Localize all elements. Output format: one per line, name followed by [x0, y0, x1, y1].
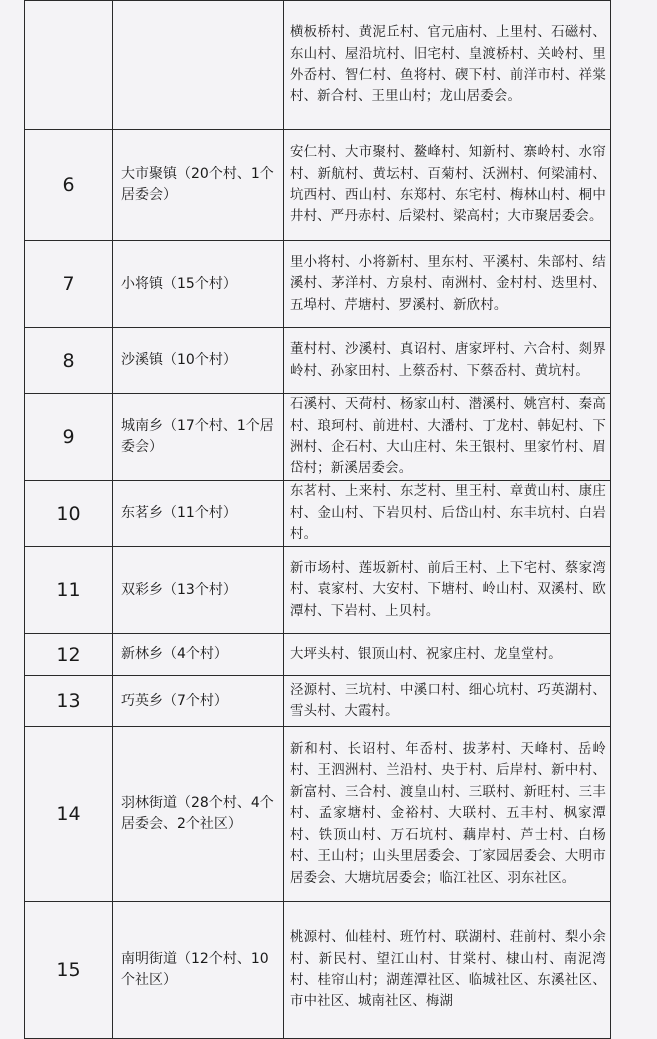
village-list-table: [24, 0, 611, 1039]
table-row: [25, 394, 611, 481]
row-number: 11: [25, 547, 113, 634]
row-number: 10: [25, 481, 113, 547]
township-name: 小将镇（15个村）: [113, 241, 284, 328]
township-name: 羽林街道（28个村、4个居委会、2个社区）: [113, 727, 284, 902]
table-row: [25, 328, 611, 394]
table-row: [25, 727, 611, 902]
township-name: 大市聚镇（20个村、1个居委会）: [113, 130, 284, 241]
village-list: 董村村、沙溪村、真诏村、唐家坪村、六合村、剡界岭村、孙家田村、上蔡岙村、下蔡岙村、黄坑村。: [284, 328, 611, 394]
township-name: 双彩乡（13个村）: [113, 547, 284, 634]
table-row: [25, 130, 611, 241]
village-list: 桃源村、仙桂村、班竹村、联湖村、荘前村、梨小余村、新民村、望江山村、甘棠村、棣山村、南泥湾村、桂帘山村；湖莲潭社区、临城社区、东溪社区、市中社区、城南社区、梅湖: [284, 902, 611, 1039]
township-name: 巧英乡（7个村）: [113, 676, 284, 727]
row-number: 7: [25, 241, 113, 328]
village-list: 东茗村、上来村、东芝村、里王村、章黄山村、康庄村、金山村、下岩贝村、后岱山村、东丰坑村、白岩村。: [284, 481, 611, 547]
township-name: 城南乡（17个村、1个居委会）: [113, 394, 284, 481]
table-row: [25, 481, 611, 547]
table-row: [25, 1, 611, 130]
row-number: 8: [25, 328, 113, 394]
row-number: 14: [25, 727, 113, 902]
township-name: 沙溪镇（10个村）: [113, 328, 284, 394]
table-row: [25, 676, 611, 727]
row-number: 12: [25, 634, 113, 676]
village-list: 安仁村、大市聚村、鳌峰村、知新村、寨岭村、水帘村、新航村、黄坛村、百菊村、沃洲村、何梁浦村、坑西村、西山村、东郑村、东宅村、梅林山村、桐中井村、严丹赤村、后梁村、梁高村；大市聚居委会。: [284, 130, 611, 241]
township-name: [113, 1, 284, 130]
table-row: [25, 241, 611, 328]
township-name: 新林乡（4个村）: [113, 634, 284, 676]
township-name: 东茗乡（11个村）: [113, 481, 284, 547]
table-row: [25, 634, 611, 676]
row-number: 13: [25, 676, 113, 727]
village-list: 新市场村、莲坂新村、前后王村、上下宅村、蔡家湾村、袁家村、大安村、下塘村、岭山村、双溪村、欧潭村、下岩村、上贝村。: [284, 547, 611, 634]
village-list: 石溪村、天荷村、杨家山村、潜溪村、姚宫村、秦高村、琅珂村、前进村、大潘村、丁龙村、韩妃村、下洲村、企石村、大山庄村、朱王银村、里家竹村、眉岱村；新溪居委会。: [284, 394, 611, 481]
township-name: 南明街道（12个村、10个社区）: [113, 902, 284, 1039]
village-list: 里小将村、小将新村、里东村、平溪村、朱部村、结溪村、茅洋村、方泉村、南洲村、金村村、迭里村、五埠村、芹塘村、罗溪村、新欣村。: [284, 241, 611, 328]
row-number: [25, 1, 113, 130]
table-row: [25, 547, 611, 634]
row-number: 15: [25, 902, 113, 1039]
row-number: 9: [25, 394, 113, 481]
table-row: [25, 902, 611, 1039]
row-number: 6: [25, 130, 113, 241]
village-list: 横板桥村、黄泥丘村、官元庙村、上里村、石磁村、东山村、屋沿坑村、旧宅村、皇渡桥村、关岭村、里外岙村、智仁村、鱼将村、碶下村、前洋市村、祥棠村、新合村、王里山村；龙山居委会。: [284, 1, 611, 130]
village-list: 新和村、长诏村、年岙村、拔茅村、天峰村、岳岭村、王泗洲村、兰沿村、央于村、后岸村、新中村、新富村、三合村、渡皇山村、三联村、新旺村、三丰村、孟家塘村、金裕村、大联村、五丰村、枫家潭村、铁顶山村、万石坑村、藕岸村、芦士村、白杨村、王山村；山头里居委会、丁家园居委会、大明市居委会、大塘坑居委会；临江社区、羽东社区。: [284, 727, 611, 902]
village-list: 泾源村、三坑村、中溪口村、细心坑村、巧英湖村、雪头村、大霞村。: [284, 676, 611, 727]
village-list: 大坪头村、银顶山村、祝家庄村、龙皇堂村。: [284, 634, 611, 676]
